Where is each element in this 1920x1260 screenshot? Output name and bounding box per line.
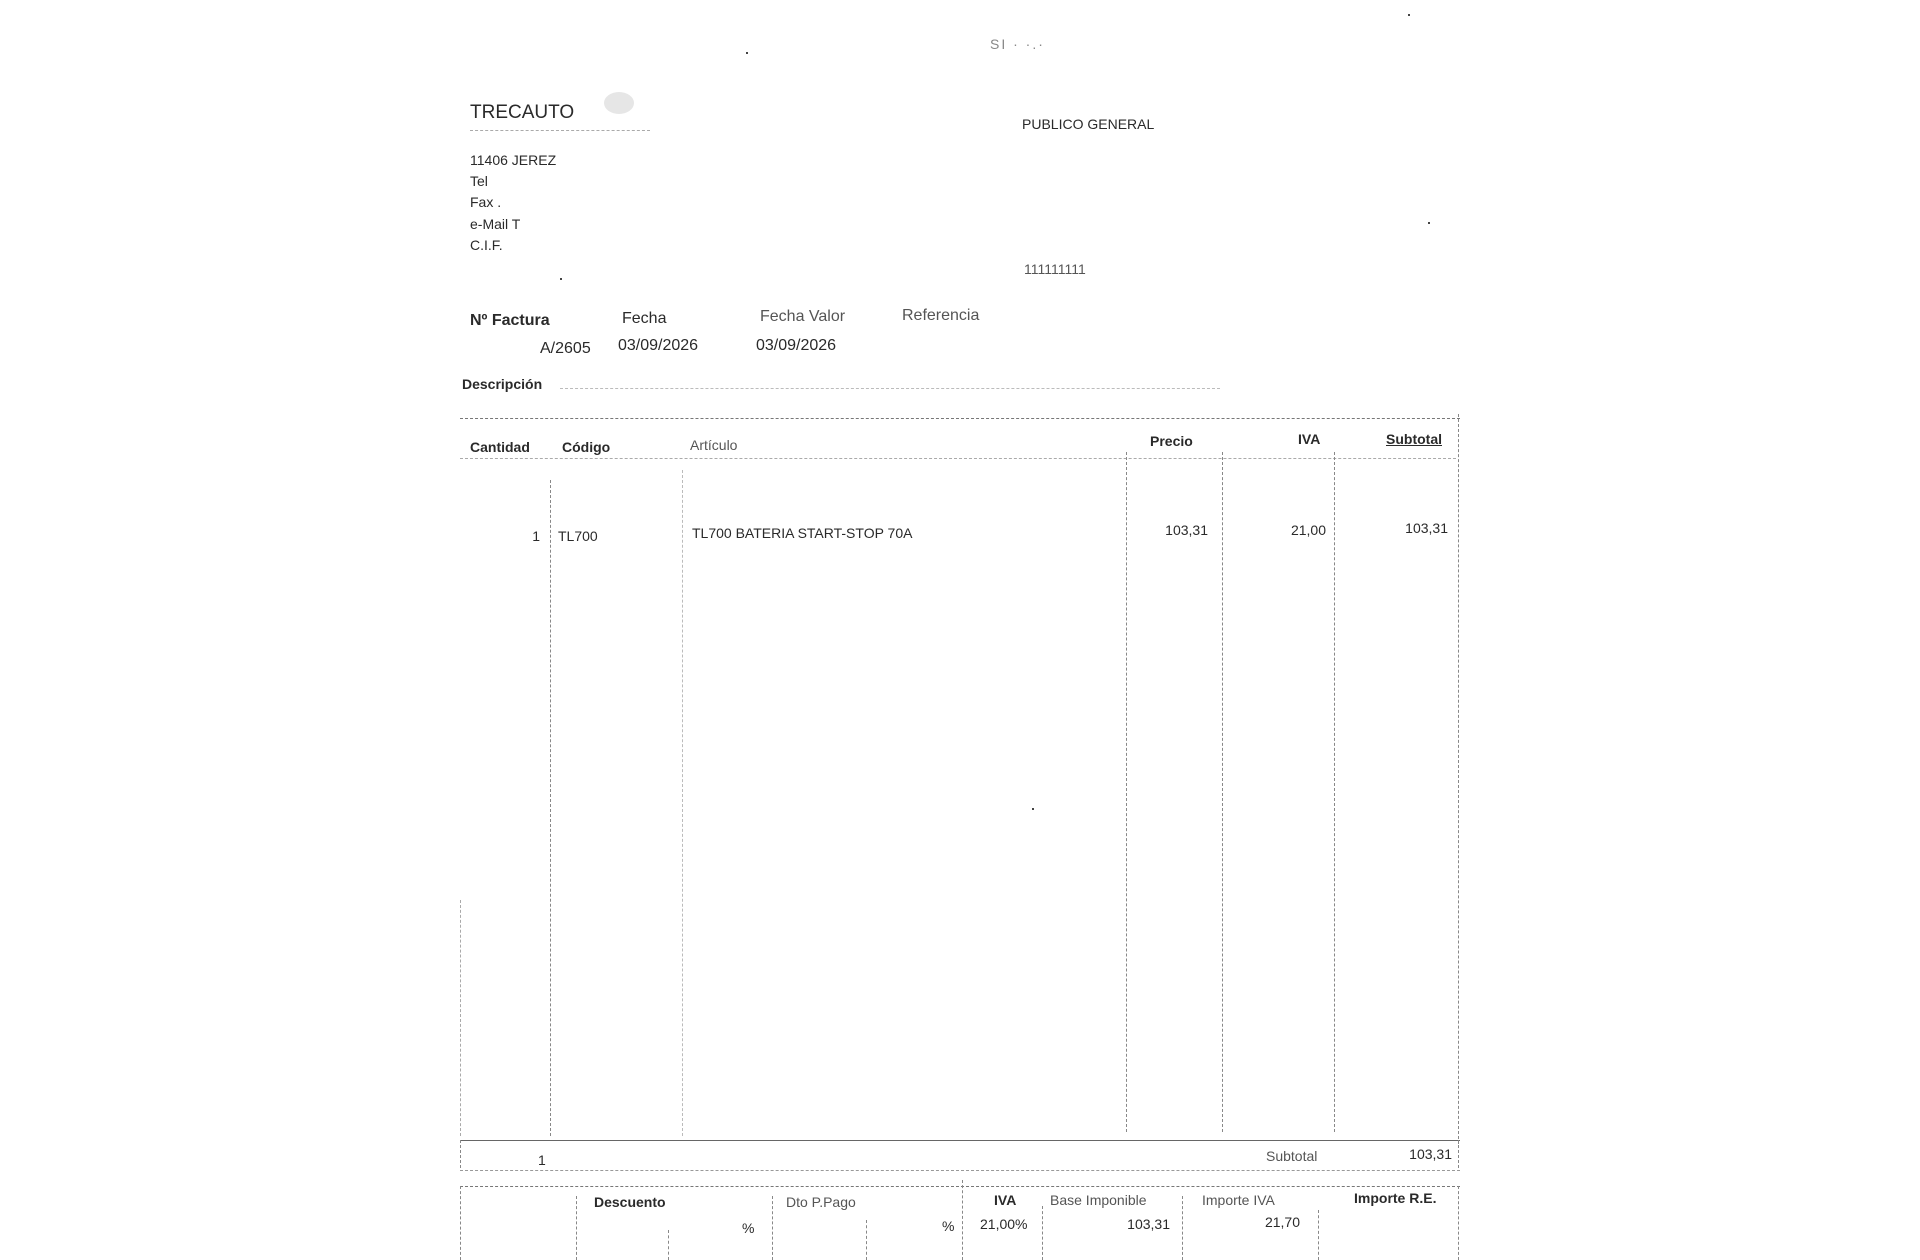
invoice-date-label: Fecha: [622, 310, 667, 327]
scan-mark: SI · ·.·: [990, 36, 1045, 52]
scan-speck: [1428, 222, 1430, 224]
row-quantity: 1: [532, 528, 540, 544]
totals-discount-label: Descuento: [594, 1194, 666, 1210]
col-sep-vat: [1222, 452, 1223, 1132]
col-sep-article: [682, 470, 683, 1136]
totals-sep-5: [962, 1180, 963, 1260]
col-sep-price: [1126, 452, 1127, 1132]
col-header-subtotal: Subtotal: [1386, 431, 1442, 447]
row-price: 103,31: [1165, 522, 1208, 538]
company-tel: Tel: [470, 173, 488, 189]
footer-left-rule: [460, 1140, 461, 1168]
totals-vat-amount: 21,70: [1264, 1214, 1300, 1230]
customer-id: 111111111: [1024, 261, 1086, 277]
scan-speck: [746, 52, 748, 54]
totals-sep-0: [460, 1186, 461, 1260]
totals-prompt-payment-pct: %: [942, 1218, 955, 1234]
company-fax: Fax .: [470, 194, 502, 210]
col-sep-subtotal: [1334, 452, 1335, 1132]
company-name: TRECAUTO: [470, 102, 575, 123]
customer-name: PUBLICO GENERAL: [1022, 116, 1155, 132]
invoice-value-date-label: Fecha Valor: [760, 308, 846, 325]
totals-sep-4: [866, 1220, 867, 1260]
col-header-code: Código: [562, 439, 611, 455]
table-left-rule: [460, 900, 461, 1136]
totals-sep-1: [576, 1196, 577, 1260]
scan-speck: [1408, 14, 1410, 16]
col-header-vat: IVA: [1298, 431, 1321, 447]
col-sep-code: [550, 480, 551, 1136]
invoice-number: A/2605: [540, 340, 591, 357]
col-header-quantity: Cantidad: [470, 439, 530, 455]
redacted-logo: [604, 92, 634, 114]
footer-subtotal-value: 103,31: [1409, 1146, 1452, 1162]
col-header-price: Precio: [1150, 433, 1193, 449]
footer-total-quantity: 1: [538, 1152, 546, 1168]
company-address: 11406 JEREZ: [470, 152, 557, 168]
description-label: Descripción: [462, 376, 543, 392]
totals-tax-base-label: Base Imponible: [1050, 1192, 1147, 1208]
totals-sep-7: [1182, 1196, 1183, 1260]
totals-prompt-payment-label: Dto P.Pago: [786, 1194, 856, 1210]
totals-vat-amount-label: Importe IVA: [1202, 1192, 1275, 1208]
description-line: [560, 388, 1220, 389]
footer-bottom-rule: [460, 1170, 1460, 1171]
footer-right-rule: [1458, 1140, 1459, 1168]
row-vat: 21,00: [1290, 522, 1326, 538]
totals-sep-2: [668, 1230, 669, 1260]
invoice-date: 03/09/2026: [618, 337, 699, 354]
table-right-rule: [1458, 414, 1459, 1144]
totals-vat-rate: 21,00%: [980, 1216, 1028, 1232]
table-header-rule: [460, 458, 1456, 459]
redacted-line: [470, 130, 650, 131]
totals-sep-9: [1458, 1186, 1459, 1260]
totals-top-rule: [460, 1186, 1460, 1187]
totals-sep-3: [772, 1196, 773, 1260]
totals-tax-base: 103,31: [1127, 1216, 1170, 1232]
totals-re-amount-label: Importe R.E.: [1354, 1190, 1437, 1206]
col-header-article: Artículo: [690, 437, 738, 453]
totals-sep-8: [1318, 1210, 1319, 1260]
table-top-rule: [460, 418, 1460, 419]
scan-speck: [1032, 808, 1034, 810]
company-cif: C.I.F.: [470, 237, 503, 253]
totals-sep-6: [1042, 1206, 1043, 1260]
footer-subtotal-label: Subtotal: [1266, 1148, 1318, 1164]
totals-discount-pct: %: [742, 1220, 755, 1236]
row-code: TL700: [558, 528, 598, 544]
invoice-value-date: 03/09/2026: [756, 337, 837, 354]
row-article: TL700 BATERIA START-STOP 70A: [692, 525, 913, 541]
invoice-number-label: Nº Factura: [470, 312, 550, 329]
company-email: e-Mail T: [470, 216, 521, 232]
scan-speck: [560, 278, 562, 280]
table-footer-rule: [460, 1140, 1460, 1141]
row-subtotal: 103,31: [1405, 520, 1448, 536]
totals-vat-label: IVA: [994, 1192, 1017, 1208]
invoice-reference-label: Referencia: [902, 307, 980, 324]
